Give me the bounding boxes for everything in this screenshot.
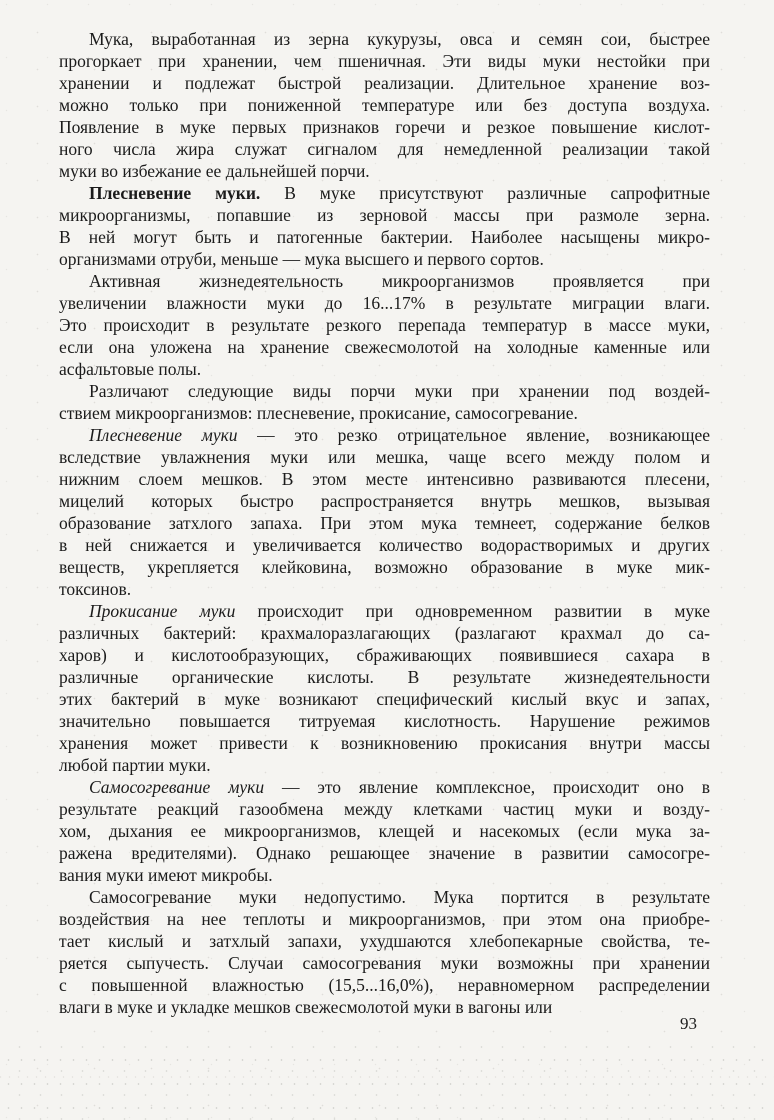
text-column bbox=[59, 28, 710, 1018]
text-line: Мука, выработанная из зерна кукурузы, овса и семян сои, быстрее bbox=[89, 29, 710, 49]
text-line: образование затхлого запаха. При этом мука темнеет, содержание белков bbox=[59, 513, 710, 533]
text-line: различных бактерий: крахмалоразлагающих (разлагают крахмал до са- bbox=[59, 623, 710, 643]
text-line: вследствие увлажнения муки или мешка, чаще всего между полом и bbox=[59, 447, 710, 467]
paragraph bbox=[59, 28, 710, 182]
paragraph bbox=[59, 886, 710, 1018]
text-line: нижним слоем мешков. В этом месте интенсивно развиваются плесени, bbox=[59, 469, 710, 489]
text-line: токсинов. bbox=[59, 579, 132, 599]
text-line: любой партии муки. bbox=[59, 755, 211, 775]
text-line: прогоркает при хранении, чем пшеничная. Эти виды муки нестойки при bbox=[59, 51, 710, 71]
paragraph bbox=[59, 776, 710, 886]
paragraph bbox=[59, 380, 710, 424]
text-line: В ней могут быть и патогенные бактерии. Наиболее насыщены микро- bbox=[59, 227, 710, 247]
text-line: ряется сыпучесть. Случаи самосогревания муки возможны при хранении bbox=[59, 953, 710, 973]
text-line: значительно повышается титруемая кислотность. Нарушение режимов bbox=[59, 711, 710, 731]
text-line: тает кислый и затхлый запахи, ухудшаются хлебопекарные свойства, те- bbox=[59, 931, 710, 951]
text-line: вания муки имеют микробы. bbox=[59, 865, 273, 885]
paragraph bbox=[59, 182, 710, 270]
text-line: если она уложена на хранение свежесмолотой на холодные каменные или bbox=[59, 337, 710, 357]
text-line: хранения может привести к возникновению прокисания внутри массы bbox=[59, 733, 710, 753]
text-line: этих бактерий в муке возникают специфический кислый вкус и запах, bbox=[59, 689, 710, 709]
text-line: Плесневение муки. В муке присутствуют различные сапрофитные bbox=[89, 183, 710, 203]
paragraph bbox=[59, 424, 710, 600]
text-line: ражена вредителями). Однако решающее значение в развитии самосогре- bbox=[59, 843, 710, 863]
text-line: увеличении влажности муки до 16...17% в результате миграции влаги. bbox=[59, 293, 710, 313]
text-line: асфальтовые полы. bbox=[59, 359, 202, 379]
paragraph-lead: Самосогревание муки bbox=[89, 777, 265, 797]
text-line: в ней снижается и увеличивается количество водорастворимых и других bbox=[59, 535, 710, 555]
text-line: хом, дыхания ее микроорганизмов, клещей и насекомых (если мука за- bbox=[59, 821, 710, 841]
paragraph bbox=[59, 600, 710, 776]
text-line: Активная жизнедеятельность микроорганизмов проявляется при bbox=[89, 271, 710, 291]
paragraph-lead: Прокисание муки bbox=[89, 601, 236, 621]
text-line: Появление в муке первых признаков горечи и резкое повышение кислот- bbox=[59, 117, 710, 137]
text-line: Различают следующие виды порчи муки при хранении под воздей- bbox=[89, 381, 710, 401]
text-line: муки во избежание ее дальнейшей порчи. bbox=[59, 161, 370, 181]
text-line: мицелий которых быстро распространяется внутрь мешков, вызывая bbox=[59, 491, 710, 511]
text-line: ного числа жира служат сигналом для немедленной реализации такой bbox=[59, 139, 710, 159]
text-line: организмами отруби, меньше — мука высшего и первого сортов. bbox=[59, 249, 544, 269]
text-line: ствием микроорганизмов: плесневение, прокисание, самосогревание. bbox=[59, 403, 578, 423]
text-line: влаги в муке и укладке мешков свежесмолотой муки в вагоны или bbox=[59, 997, 553, 1017]
text-line: микроорганизмы, попавшие из зерновой массы при размоле зерна. bbox=[59, 205, 710, 225]
text-line: различные органические кислоты. В результате жизнедеятельности bbox=[59, 667, 710, 687]
page-number: 93 bbox=[680, 1014, 697, 1033]
text-line: Самосогревание муки — это явление комплексное, происходит оно в bbox=[89, 777, 710, 797]
text-line: можно только при пониженной температуре или без доступа воздуха. bbox=[59, 95, 710, 115]
paragraph-lead: Плесневение муки bbox=[89, 425, 238, 445]
text-line: хранении и подлежат быстрой реализации. Длительное хранение воз- bbox=[59, 73, 710, 93]
text-line: результате реакций газообмена между клетками частиц муки и возду- bbox=[59, 799, 710, 819]
text-line: Плесневение муки — это резко отрицательное явление, возникающее bbox=[89, 425, 710, 445]
text-line: Это происходит в результате резкого перепада температур в массе муки, bbox=[59, 315, 710, 335]
text-line: харов) и кислотообразующих, сбраживающих появившиеся сахара в bbox=[59, 645, 710, 665]
text-line: Прокисание муки происходит при одновременном развитии в муке bbox=[89, 601, 710, 621]
text-line: Самосогревание муки недопустимо. Мука портится в результате bbox=[89, 887, 710, 907]
paragraph-lead: Плесневение муки. bbox=[89, 183, 261, 203]
scan-noise-band bbox=[0, 1042, 774, 1120]
text-line: веществ, укрепляется клейковина, возможно образование в муке мик- bbox=[59, 557, 710, 577]
text-line: с повышенной влажностью (15,5...16,0%), неравномерном распределении bbox=[59, 975, 710, 995]
paragraph bbox=[59, 270, 710, 380]
text-line: воздействия на нее теплоты и микроорганизмов, при этом она приобре- bbox=[59, 909, 710, 929]
